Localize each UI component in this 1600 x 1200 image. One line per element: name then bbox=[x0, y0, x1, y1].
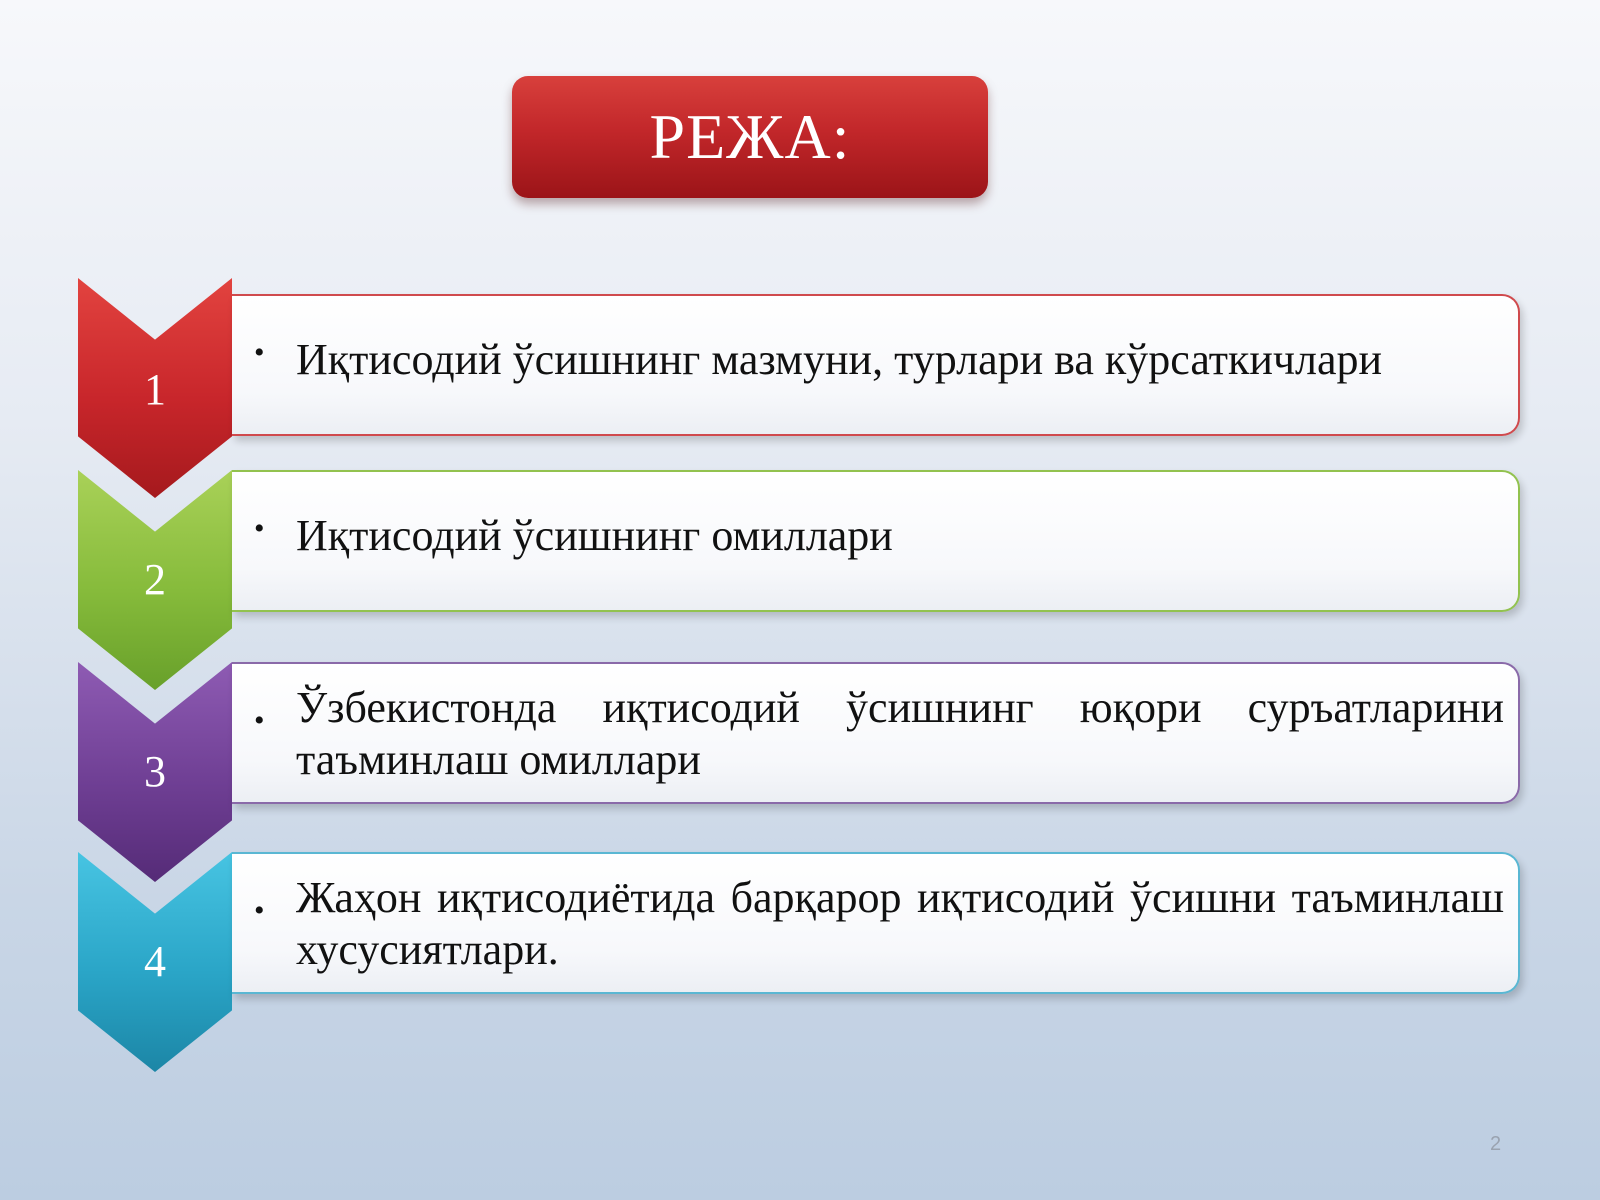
plan-item-text-3: Ўзбекистонда иқтисодий ўсишнинг юқори суръатларини таъминлаш омиллари bbox=[296, 683, 1504, 784]
item-number-3: 3 bbox=[144, 747, 166, 796]
title-banner bbox=[512, 76, 988, 198]
item-number-1: 1 bbox=[144, 365, 166, 414]
slide-title: РЕЖА: bbox=[649, 101, 851, 172]
plan-item-text-1: Иқтисодий ўсишнинг мазмуни, турлари ва кўрсаткичлари bbox=[296, 335, 1383, 384]
bullet-icon: • bbox=[254, 894, 265, 927]
item-number-2: 2 bbox=[144, 555, 166, 604]
item-number-4: 4 bbox=[144, 937, 166, 986]
plan-item-4 bbox=[232, 852, 1520, 994]
plan-item-text-2: Иқтисодий ўсишнинг омиллари bbox=[296, 511, 893, 560]
plan-item-2 bbox=[232, 470, 1520, 612]
bullet-icon: • bbox=[254, 512, 265, 545]
plan-item-3 bbox=[232, 662, 1520, 804]
plan-item-1 bbox=[232, 294, 1520, 436]
page-number: 2 bbox=[1490, 1133, 1502, 1155]
bullet-icon: • bbox=[254, 704, 265, 737]
bullet-icon: • bbox=[254, 336, 265, 369]
plan-item-text-4: Жаҳон иқтисодиётида барқарор иқтисодий ўсишни таъминлаш хусусиятлари. bbox=[296, 873, 1504, 974]
